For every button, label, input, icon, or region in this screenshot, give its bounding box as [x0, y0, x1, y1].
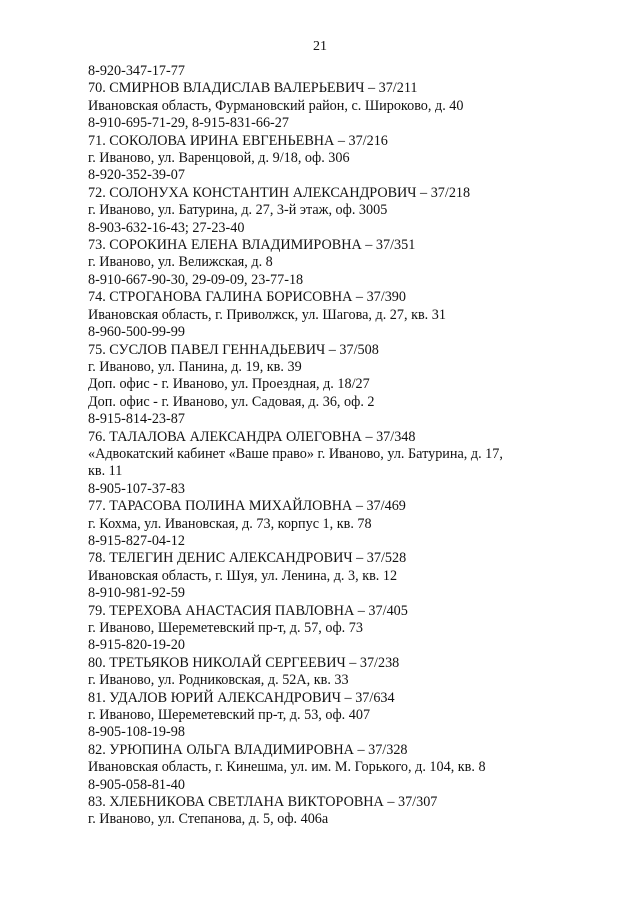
text-line: 79. ТЕРЕХОВА АНАСТАСИЯ ПАВЛОВНА – 37/405 [88, 602, 408, 619]
text-line: 80. ТРЕТЬЯКОВ НИКОЛАЙ СЕРГЕЕВИЧ – 37/238 [88, 654, 400, 671]
text-line: г. Иваново, ул. Батурина, д. 27, 3-й этаж, оф. 3005 [88, 202, 388, 219]
text-line: г. Иваново, ул. Родниковская, д. 52А, кв. 33 [88, 672, 349, 689]
text-line: 70. СМИРНОВ ВЛАДИСЛАВ ВАЛЕРЬЕВИЧ – 37/211 [88, 80, 418, 97]
text-line: г. Кохма, ул. Ивановская, д. 73, корпус 1, кв. 78 [88, 515, 372, 532]
text-line: г. Иваново, ул. Варенцовой, д. 9/18, оф. 306 [88, 150, 350, 167]
text-line: 8-920-352-39-07 [88, 167, 185, 184]
text-line: 8-915-814-23-87 [88, 411, 185, 428]
text-line: 8-920-347-17-77 [88, 63, 185, 79]
text-line: 8-905-107-37-83 [88, 480, 185, 497]
text-line: «Адвокатский кабинет «Ваше право» г. Иваново, ул. Батурина, д. 17, [88, 445, 503, 462]
text-line: 8-905-108-19-98 [88, 724, 185, 741]
text-line: 71. СОКОЛОВА ИРИНА ЕВГЕНЬЕВНА – 37/216 [88, 132, 388, 149]
text-line: 83. ХЛЕБНИКОВА СВЕТЛАНА ВИКТОРОВНА – 37/307 [88, 794, 438, 811]
document-body [88, 63, 558, 829]
text-line: 8-915-820-19-20 [88, 637, 185, 654]
text-line: 8-910-667-90-30, 29-09-09, 23-77-18 [88, 271, 304, 288]
text-line: г. Иваново, ул. Велижская, д. 8 [88, 254, 273, 271]
text-line: 73. СОРОКИНА ЕЛЕНА ВЛАДИМИРОВНА – 37/351 [88, 237, 416, 254]
text-line: 8-905-058-81-40 [88, 776, 185, 793]
text-line: 78. ТЕЛЕГИН ДЕНИС АЛЕКСАНДРОВИЧ – 37/528 [88, 550, 407, 567]
text-line: Доп. офис - г. Иваново, ул. Садовая, д. 36, оф. 2 [88, 393, 375, 410]
text-line: 8-915-827-04-12 [88, 532, 185, 549]
text-line: Ивановская область, г. Приволжск, ул. Шагова, д. 27, кв. 31 [88, 306, 446, 323]
text-line: 76. ТАЛАЛОВА АЛЕКСАНДРА ОЛЕГОВНА – 37/348 [88, 428, 416, 445]
page-number: 21 [313, 39, 327, 54]
text-line: 82. УРЮПИНА ОЛЬГА ВЛАДИМИРОВНА – 37/328 [88, 741, 408, 758]
text-line: 8-903-632-16-43; 27-23-40 [88, 219, 245, 236]
text-line: 8-960-500-99-99 [88, 324, 185, 341]
text-line: Ивановская область, г. Шуя, ул. Ленина, д. 3, кв. 12 [88, 567, 398, 584]
text-line: Ивановская область, г. Кинешма, ул. им. М. Горького, д. 104, кв. 8 [88, 759, 486, 776]
text-line: 8-910-695-71-29, 8-915-831-66-27 [88, 115, 289, 132]
text-line: 8-910-981-92-59 [88, 585, 185, 602]
text-line: 72. СОЛОНУХА КОНСТАНТИН АЛЕКСАНДРОВИЧ – 37/218 [88, 184, 471, 201]
text-line: г. Иваново, ул. Степанова, д. 5, оф. 406а [88, 811, 329, 828]
text-line: Ивановская область, Фурмановский район, с. Широково, д. 40 [88, 97, 464, 114]
text-line: 74. СТРОГАНОВА ГАЛИНА БОРИСОВНА – 37/390 [88, 289, 406, 306]
text-line: 81. УДАЛОВ ЮРИЙ АЛЕКСАНДРОВИЧ – 37/634 [88, 689, 395, 706]
text-line: г. Иваново, Шереметевский пр-т, д. 53, оф. 407 [88, 707, 371, 724]
text-line: 75. СУСЛОВ ПАВЕЛ ГЕННАДЬЕВИЧ – 37/508 [88, 341, 379, 358]
text-line: Доп. офис - г. Иваново, ул. Проездная, д. 18/27 [88, 376, 370, 393]
text-line: кв. 11 [88, 463, 123, 480]
text-line: г. Иваново, ул. Панина, д. 19, кв. 39 [88, 358, 302, 375]
text-line: 77. ТАРАСОВА ПОЛИНА МИХАЙЛОВНА – 37/469 [88, 498, 406, 515]
text-line: г. Иваново, Шереметевский пр-т, д. 57, оф. 73 [88, 620, 363, 636]
